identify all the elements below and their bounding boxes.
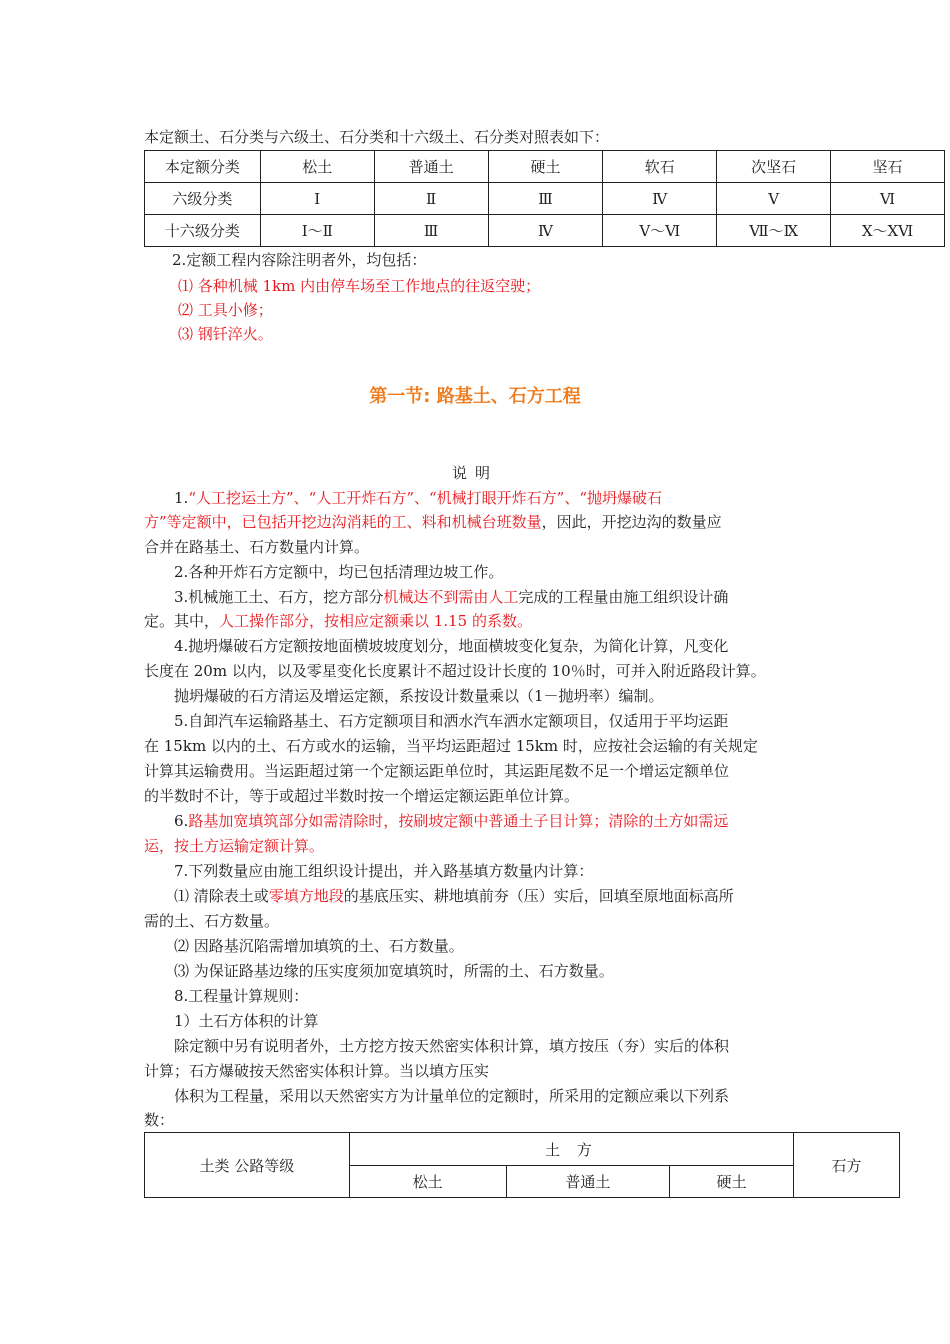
body-line-12: 计算其运输费用。当运距超过第一个定额运距单位时，其运距尾数不足一个增运定额单位 — [144, 762, 730, 780]
table-cell: 软石 — [603, 151, 717, 183]
body-line-14: 6.路基加宽填筑部分如需清除时，按刷坡定额中普通土子目计算；清除的土方如需远 — [174, 812, 729, 830]
table-row — [145, 151, 945, 183]
table-row — [145, 183, 945, 215]
table-cell: Ⅳ — [603, 183, 717, 215]
table-intro: 本定额土、石分类与六级土、石分类和十六级土、石分类对照表如下： — [144, 128, 610, 146]
table-cell: 松土 — [260, 151, 374, 183]
body-line-16: 7.下列数量应由施工组织设计提出，并入路基填方数量内计算： — [174, 862, 594, 880]
table-cell: Ⅰ — [260, 183, 374, 215]
list-item: ⑶ 钢钎淬火。 — [178, 325, 273, 343]
soil-type-hard: 硬土 — [670, 1166, 794, 1198]
soil-header: 土 方 — [349, 1133, 793, 1166]
body-line-8: 长度在 20m 以内，以及零星变化长度累计不超过设计长度的 10％时，可并入附近路段计算。 — [144, 662, 766, 680]
section-subtitle: 说明 — [451, 464, 498, 482]
rock-header: 石方 — [794, 1133, 900, 1198]
table-row — [145, 215, 945, 247]
soil-type-loose: 松土 — [349, 1166, 506, 1198]
body-line-21: 8.工程量计算规则： — [174, 987, 309, 1005]
body-line-26: 数： — [144, 1111, 175, 1129]
list-item: ⑵ 工具小修； — [178, 301, 273, 319]
body-line-2: 方”等定额中，已包括开挖边沟消耗的工、料和机械台班数量，因此，开挖边沟的数量应 — [144, 513, 722, 531]
table-cell: Ⅹ～ⅩⅥ — [831, 215, 945, 247]
paragraph-2: 2.定额工程内容除注明者外，均包括： — [172, 251, 427, 269]
table-cell: Ⅶ～Ⅸ — [717, 215, 831, 247]
table-cell: Ⅱ — [374, 183, 488, 215]
row-header-cell: 十六级分类 — [145, 215, 261, 247]
table-cell: Ⅲ — [488, 183, 603, 215]
soil-rock-classification-table — [144, 150, 945, 247]
body-line-3: 合并在路基土、石方数量内计算。 — [144, 538, 370, 556]
body-line-25: 体积为工程量，采用以天然密实方为计量单位的定额时，所采用的定额应乘以下列系 — [174, 1087, 730, 1105]
table-cell: Ⅴ — [717, 183, 831, 215]
body-line-22: 1）土石方体积的计算 — [174, 1012, 319, 1030]
body-line-24: 计算；石方爆破按天然密实体积计算。当以填方压实 — [144, 1062, 490, 1080]
table-corner-header: 土类 公路等级 — [145, 1133, 350, 1198]
row-header-cell: 本定额分类 — [145, 151, 261, 183]
body-line-19: ⑵ 因路基沉陷需增加填筑的土、石方数量。 — [174, 937, 464, 955]
body-line-5: 3.机械施工土、石方，挖方部分机械达不到需由人工完成的工程量由施工组织设计确 — [174, 588, 729, 606]
soil-type-ordinary: 普通土 — [506, 1166, 670, 1198]
table-cell: Ⅲ — [374, 215, 488, 247]
table-cell: Ⅰ～Ⅱ — [260, 215, 374, 247]
body-line-15: 运，按土方运输定额计算。 — [144, 837, 325, 855]
list-item: ⑴ 各种机械 1km 内由停车场至工作地点的往返空驶； — [178, 277, 541, 295]
table-cell: 普通土 — [374, 151, 488, 183]
body-line-17: ⑴ 清除表土或零填方地段的基底压实、耕地填前夯（压）实后，回填至原地面标高所 — [174, 887, 734, 905]
table-cell: 次坚石 — [717, 151, 831, 183]
body-line-9: 抛坍爆破的石方清运及增运定额，系按设计数量乘以（1－抛坍率）编制。 — [174, 687, 664, 705]
table-cell: Ⅳ — [488, 215, 603, 247]
body-line-4: 2.各种开炸石方定额中，均已包括清理边坡工作。 — [174, 563, 504, 581]
body-line-23: 除定额中另有说明者外，土方挖方按天然密实体积计算，填方按压（夯）实后的体积 — [174, 1037, 730, 1055]
section-title: 第一节: 路基土、石方工程 — [369, 386, 581, 407]
row-header-cell: 六级分类 — [145, 183, 261, 215]
body-line-13: 的半数时不计，等于或超过半数时按一个增运定额运距单位计算。 — [144, 787, 580, 805]
body-line-10: 5.自卸汽车运输路基土、石方定额项目和洒水汽车洒水定额项目，仅适用于平均运距 — [174, 712, 729, 730]
table-cell: Ⅴ～Ⅵ — [603, 215, 717, 247]
body-line-7: 4.抛坍爆破石方定额按地面横坡坡度划分，地面横坡变化复杂，为简化计算，凡变化 — [174, 637, 729, 655]
table-cell: 硬土 — [488, 151, 603, 183]
body-line-18: 需的土、石方数量。 — [144, 912, 280, 930]
body-line-20: ⑶ 为保证路基边缘的压实度须加宽填筑时，所需的土、石方数量。 — [174, 962, 614, 980]
table-cell: Ⅵ — [831, 183, 945, 215]
body-line-1: 1.“人工挖运土方”、“人工开炸石方”、“机械打眼开炸石方”、“抛坍爆破石 — [174, 489, 662, 507]
body-line-11: 在 15km 以内的土、石方或水的运输，当平均运距超过 15km 时，应按社会运输的有关规定 — [144, 737, 758, 755]
table-cell: 坚石 — [831, 151, 945, 183]
coefficient-table — [144, 1132, 900, 1198]
body-line-6: 定。其中，人工操作部分，按相应定额乘以 1.15 的系数。 — [144, 612, 532, 630]
